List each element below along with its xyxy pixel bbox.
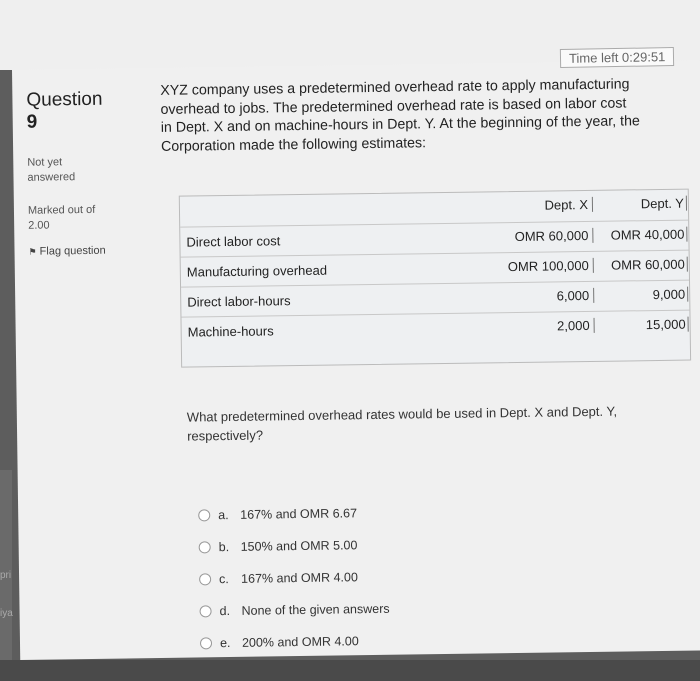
answer-options xyxy=(198,497,390,660)
question-number: 9 xyxy=(26,111,38,133)
time-left-timer: Time left 0:29:51 xyxy=(560,47,675,68)
option-text: 167% and OMR 4.00 xyxy=(241,570,358,586)
question-info-box xyxy=(26,88,138,258)
cell-dept-x: OMR 60,000 xyxy=(478,228,593,245)
radio-button[interactable] xyxy=(199,605,211,617)
question-text xyxy=(160,75,686,156)
question-text-line: in Dept. X and on machine-hours in Dept. Y. At the beginning of the year, the xyxy=(160,113,640,136)
row-label: Direct labor-hours xyxy=(187,293,291,310)
left-edge-strip xyxy=(0,470,12,660)
cell-dept-y: 15,000 xyxy=(594,317,689,333)
option-a[interactable] xyxy=(198,497,388,532)
flag-question-button[interactable] xyxy=(28,244,138,258)
option-letter: b. xyxy=(218,540,230,555)
option-letter: e. xyxy=(219,636,231,651)
header-dept-x: Dept. X xyxy=(478,197,593,214)
option-text: 200% and OMR 4.00 xyxy=(241,634,359,650)
question-status xyxy=(27,154,137,186)
row-label: Manufacturing overhead xyxy=(186,262,328,280)
question-label: Question xyxy=(26,88,103,111)
side-fragment: pri xyxy=(0,570,12,581)
table-row xyxy=(181,310,689,348)
header-dept-y: Dept. Y xyxy=(592,196,687,212)
status-line-1: Not yet xyxy=(27,156,63,169)
cell-dept-x: 2,000 xyxy=(480,318,595,335)
cell-dept-x: 6,000 xyxy=(479,288,594,305)
prompt-line: respectively? xyxy=(187,427,264,444)
option-e[interactable] xyxy=(200,625,390,660)
option-b[interactable] xyxy=(198,529,388,564)
question-text-line: overhead to jobs. The predetermined overhead rate is based on labor cost xyxy=(160,94,627,118)
row-label: Machine-hours xyxy=(187,323,274,340)
option-text: None of the given answers xyxy=(241,601,390,618)
radio-button[interactable] xyxy=(200,637,212,649)
option-text: 150% and OMR 5.00 xyxy=(240,538,358,554)
flag-icon: ⚑ xyxy=(28,246,37,257)
question-prompt xyxy=(187,401,687,446)
cell-dept-y: OMR 60,000 xyxy=(593,257,688,273)
quiz-page xyxy=(12,60,700,660)
option-text: 167% and OMR 6.67 xyxy=(240,506,358,522)
cell-dept-x: OMR 100,000 xyxy=(479,258,594,275)
option-letter: a. xyxy=(218,508,229,523)
option-letter: d. xyxy=(219,604,231,619)
marked-line-2: 2.00 xyxy=(28,219,50,232)
question-text-line: Corporation made the following estimates: xyxy=(160,134,427,155)
prompt-line: What predetermined overhead rates would be used in Dept. X and Dept. Y, xyxy=(186,403,618,425)
estimates-table xyxy=(179,189,691,368)
option-letter: c. xyxy=(219,572,229,587)
option-c[interactable] xyxy=(199,561,389,596)
side-fragment: iya xyxy=(0,608,13,619)
status-line-2: answered xyxy=(27,171,76,184)
marked-out-of xyxy=(28,202,138,234)
bottom-background xyxy=(0,660,700,681)
flag-label: Flag question xyxy=(39,244,106,258)
radio-button[interactable] xyxy=(198,509,210,521)
question-text-line: XYZ company uses a predetermined overhead rate to apply manufacturing xyxy=(160,76,630,99)
cell-dept-y: 9,000 xyxy=(593,287,688,303)
radio-button[interactable] xyxy=(199,573,211,585)
marked-line-1: Marked out of xyxy=(27,203,96,217)
cell-dept-y: OMR 40,000 xyxy=(592,227,687,243)
radio-button[interactable] xyxy=(199,541,211,553)
row-label: Direct labor cost xyxy=(186,233,281,250)
option-d[interactable] xyxy=(199,593,389,628)
